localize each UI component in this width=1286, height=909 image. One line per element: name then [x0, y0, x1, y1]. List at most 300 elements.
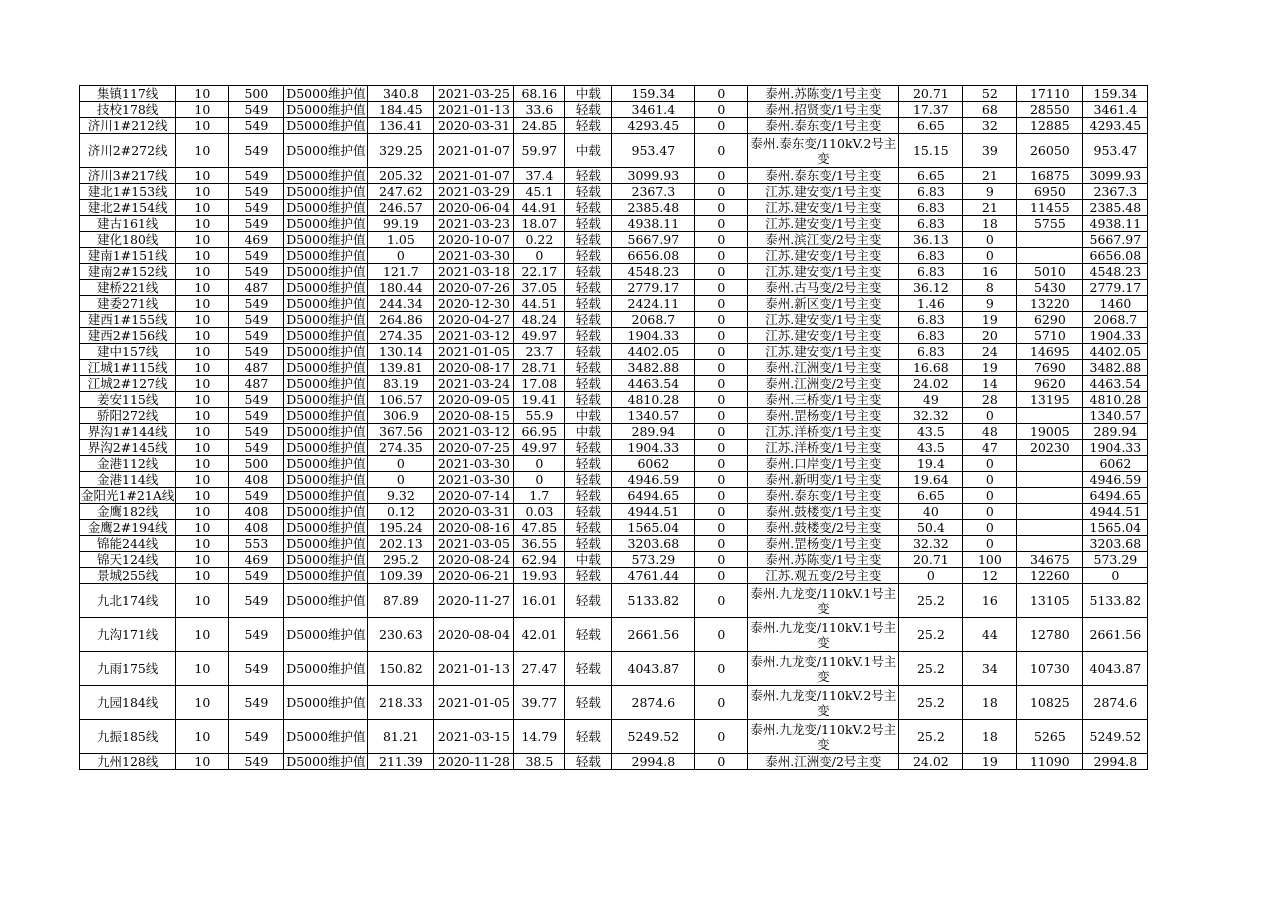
table-row — [80, 536, 1148, 552]
cell-installed-capacity — [1017, 520, 1083, 536]
cell-data-source: D5000维护值 — [284, 720, 368, 754]
cell-available-capacity: 1904.33 — [1083, 440, 1148, 456]
table-row — [80, 392, 1148, 408]
cell-installed-capacity: 26050 — [1017, 134, 1083, 168]
cell-rated-current: 549 — [229, 754, 284, 770]
cell-load-status: 轻载 — [565, 392, 612, 408]
cell-available-capacity: 4293.45 — [1083, 118, 1148, 134]
cell-zero-value: 0 — [695, 408, 748, 424]
cell-load-status: 轻载 — [565, 296, 612, 312]
cell-transformer-load-rate: 19.64 — [899, 472, 963, 488]
cell-rated-current: 549 — [229, 264, 284, 280]
cell-voltage: 10 — [176, 504, 229, 520]
cell-record-date: 2021-03-30 — [434, 248, 514, 264]
cell-load-status: 轻载 — [565, 536, 612, 552]
cell-transformer-load-rate: 24.02 — [899, 754, 963, 770]
cell-load-rate: 62.94 — [514, 552, 565, 568]
cell-max-current: 0 — [368, 472, 434, 488]
cell-data-source: D5000维护值 — [284, 520, 368, 536]
cell-rated-current: 500 — [229, 86, 284, 102]
cell-record-date: 2020-03-31 — [434, 118, 514, 134]
cell-rated-current: 549 — [229, 184, 284, 200]
cell-record-date: 2021-03-23 — [434, 216, 514, 232]
cell-data-source: D5000维护值 — [284, 472, 368, 488]
table-row — [80, 328, 1148, 344]
cell-voltage: 10 — [176, 472, 229, 488]
cell-data-source: D5000维护值 — [284, 392, 368, 408]
cell-user-count: 0 — [963, 488, 1017, 504]
cell-data-source: D5000维护值 — [284, 686, 368, 720]
cell-zero-value: 0 — [695, 552, 748, 568]
cell-record-date: 2021-03-12 — [434, 328, 514, 344]
table-row — [80, 134, 1148, 168]
cell-load-rate: 55.9 — [514, 408, 565, 424]
cell-available-capacity: 5667.97 — [1083, 232, 1148, 248]
cell-rated-current: 549 — [229, 168, 284, 184]
cell-zero-value: 0 — [695, 296, 748, 312]
cell-data-source: D5000维护值 — [284, 536, 368, 552]
cell-load-status: 轻载 — [565, 216, 612, 232]
cell-spare-capacity: 6656.08 — [612, 248, 695, 264]
cell-spare-capacity: 4938.11 — [612, 216, 695, 232]
cell-transformer-load-rate: 24.02 — [899, 376, 963, 392]
cell-line-name: 建西2#156线 — [80, 328, 176, 344]
cell-rated-current: 408 — [229, 504, 284, 520]
cell-user-count: 34 — [963, 652, 1017, 686]
table-row — [80, 520, 1148, 536]
cell-rated-current: 549 — [229, 584, 284, 618]
cell-data-source: D5000维护值 — [284, 118, 368, 134]
cell-line-name: 建中157线 — [80, 344, 176, 360]
cell-spare-capacity: 3099.93 — [612, 168, 695, 184]
cell-available-capacity: 2068.7 — [1083, 312, 1148, 328]
cell-user-count: 0 — [963, 536, 1017, 552]
table-row — [80, 720, 1148, 754]
cell-record-date: 2021-03-25 — [434, 86, 514, 102]
cell-rated-current: 408 — [229, 520, 284, 536]
cell-rated-current: 408 — [229, 472, 284, 488]
cell-voltage: 10 — [176, 102, 229, 118]
cell-rated-current: 549 — [229, 440, 284, 456]
cell-transformer-load-rate: 32.32 — [899, 536, 963, 552]
cell-record-date: 2020-11-28 — [434, 754, 514, 770]
cell-transformer-load-rate: 50.4 — [899, 520, 963, 536]
cell-record-date: 2021-03-29 — [434, 184, 514, 200]
cell-load-rate: 0 — [514, 472, 565, 488]
cell-spare-capacity: 4548.23 — [612, 264, 695, 280]
cell-transformer-load-rate: 6.65 — [899, 488, 963, 504]
cell-substation-transformer: 泰州.新区变/1号主变 — [748, 296, 899, 312]
cell-line-name: 锦天124线 — [80, 552, 176, 568]
cell-spare-capacity: 2424.11 — [612, 296, 695, 312]
cell-voltage: 10 — [176, 686, 229, 720]
cell-spare-capacity: 1904.33 — [612, 440, 695, 456]
cell-substation-transformer: 江苏.洋桥变/1号主变 — [748, 440, 899, 456]
cell-max-current: 1.05 — [368, 232, 434, 248]
cell-user-count: 48 — [963, 424, 1017, 440]
cell-substation-transformer: 泰州.苏陈变/1号主变 — [748, 86, 899, 102]
cell-transformer-load-rate: 43.5 — [899, 440, 963, 456]
cell-record-date: 2021-01-05 — [434, 344, 514, 360]
cell-line-name: 集镇117线 — [80, 86, 176, 102]
cell-available-capacity: 3461.4 — [1083, 102, 1148, 118]
cell-spare-capacity: 4944.51 — [612, 504, 695, 520]
cell-installed-capacity: 9620 — [1017, 376, 1083, 392]
cell-record-date: 2020-07-14 — [434, 488, 514, 504]
cell-load-rate: 19.41 — [514, 392, 565, 408]
cell-available-capacity: 159.34 — [1083, 86, 1148, 102]
cell-transformer-load-rate: 20.71 — [899, 86, 963, 102]
cell-load-status: 轻载 — [565, 618, 612, 652]
cell-available-capacity: 953.47 — [1083, 134, 1148, 168]
cell-zero-value: 0 — [695, 280, 748, 296]
table-row — [80, 408, 1148, 424]
cell-voltage: 10 — [176, 754, 229, 770]
cell-zero-value: 0 — [695, 686, 748, 720]
cell-installed-capacity: 5710 — [1017, 328, 1083, 344]
cell-load-status: 轻载 — [565, 686, 612, 720]
cell-installed-capacity: 13195 — [1017, 392, 1083, 408]
cell-load-rate: 22.17 — [514, 264, 565, 280]
cell-substation-transformer: 泰州.三桥变/1号主变 — [748, 392, 899, 408]
table-row — [80, 488, 1148, 504]
cell-transformer-load-rate: 15.15 — [899, 134, 963, 168]
table-row — [80, 618, 1148, 652]
cell-spare-capacity: 4402.05 — [612, 344, 695, 360]
cell-spare-capacity: 5249.52 — [612, 720, 695, 754]
table-row — [80, 686, 1148, 720]
cell-zero-value: 0 — [695, 392, 748, 408]
cell-voltage: 10 — [176, 618, 229, 652]
cell-available-capacity: 3482.88 — [1083, 360, 1148, 376]
cell-available-capacity: 4463.54 — [1083, 376, 1148, 392]
cell-installed-capacity — [1017, 248, 1083, 264]
cell-installed-capacity: 7690 — [1017, 360, 1083, 376]
cell-load-rate: 49.97 — [514, 440, 565, 456]
cell-line-name: 界沟2#145线 — [80, 440, 176, 456]
cell-zero-value: 0 — [695, 200, 748, 216]
cell-data-source: D5000维护值 — [284, 408, 368, 424]
cell-substation-transformer: 泰州.苏陈变/1号主变 — [748, 552, 899, 568]
cell-user-count: 14 — [963, 376, 1017, 392]
cell-line-name: 建化180线 — [80, 232, 176, 248]
cell-record-date: 2021-03-18 — [434, 264, 514, 280]
cell-zero-value: 0 — [695, 168, 748, 184]
table-row — [80, 472, 1148, 488]
cell-installed-capacity — [1017, 232, 1083, 248]
cell-line-name: 九州128线 — [80, 754, 176, 770]
cell-transformer-load-rate: 6.83 — [899, 184, 963, 200]
cell-installed-capacity: 20230 — [1017, 440, 1083, 456]
cell-zero-value: 0 — [695, 456, 748, 472]
cell-record-date: 2020-07-25 — [434, 440, 514, 456]
cell-load-rate: 14.79 — [514, 720, 565, 754]
cell-line-name: 金鹰2#194线 — [80, 520, 176, 536]
cell-record-date: 2020-04-27 — [434, 312, 514, 328]
cell-line-name: 建南1#151线 — [80, 248, 176, 264]
cell-user-count: 18 — [963, 720, 1017, 754]
cell-transformer-load-rate: 6.83 — [899, 312, 963, 328]
cell-transformer-load-rate: 6.65 — [899, 118, 963, 134]
cell-user-count: 18 — [963, 686, 1017, 720]
cell-line-name: 界沟1#144线 — [80, 424, 176, 440]
cell-available-capacity: 5133.82 — [1083, 584, 1148, 618]
cell-data-source: D5000维护值 — [284, 168, 368, 184]
cell-max-current: 9.32 — [368, 488, 434, 504]
cell-zero-value: 0 — [695, 328, 748, 344]
cell-load-status: 轻载 — [565, 754, 612, 770]
cell-max-current: 205.32 — [368, 168, 434, 184]
cell-spare-capacity: 6494.65 — [612, 488, 695, 504]
cell-load-rate: 37.05 — [514, 280, 565, 296]
cell-user-count: 0 — [963, 456, 1017, 472]
cell-line-name: 江城1#115线 — [80, 360, 176, 376]
cell-installed-capacity: 5430 — [1017, 280, 1083, 296]
cell-installed-capacity — [1017, 536, 1083, 552]
cell-voltage: 10 — [176, 456, 229, 472]
cell-load-status: 轻载 — [565, 376, 612, 392]
cell-substation-transformer: 泰州.江洲变/2号主变 — [748, 376, 899, 392]
table-row — [80, 754, 1148, 770]
cell-installed-capacity — [1017, 488, 1083, 504]
cell-available-capacity: 4043.87 — [1083, 652, 1148, 686]
cell-record-date: 2021-03-05 — [434, 536, 514, 552]
cell-max-current: 211.39 — [368, 754, 434, 770]
cell-spare-capacity: 4810.28 — [612, 392, 695, 408]
table-row — [80, 184, 1148, 200]
cell-spare-capacity: 4463.54 — [612, 376, 695, 392]
cell-spare-capacity: 2661.56 — [612, 618, 695, 652]
cell-load-status: 轻载 — [565, 264, 612, 280]
cell-voltage: 10 — [176, 216, 229, 232]
cell-substation-transformer: 泰州.九龙变/110kV.2号主变 — [748, 686, 899, 720]
cell-data-source: D5000维护值 — [284, 652, 368, 686]
cell-user-count: 9 — [963, 184, 1017, 200]
cell-spare-capacity: 2994.8 — [612, 754, 695, 770]
cell-rated-current: 549 — [229, 424, 284, 440]
cell-transformer-load-rate: 43.5 — [899, 424, 963, 440]
cell-zero-value: 0 — [695, 488, 748, 504]
table-row — [80, 552, 1148, 568]
cell-substation-transformer: 泰州.古马变/2号主变 — [748, 280, 899, 296]
cell-line-name: 建西1#155线 — [80, 312, 176, 328]
cell-user-count: 47 — [963, 440, 1017, 456]
cell-rated-current: 549 — [229, 720, 284, 754]
cell-zero-value: 0 — [695, 568, 748, 584]
cell-max-current: 99.19 — [368, 216, 434, 232]
table-row — [80, 296, 1148, 312]
cell-available-capacity: 2874.6 — [1083, 686, 1148, 720]
cell-line-name: 建古161线 — [80, 216, 176, 232]
cell-installed-capacity: 17110 — [1017, 86, 1083, 102]
table-row — [80, 216, 1148, 232]
cell-zero-value: 0 — [695, 248, 748, 264]
table-row — [80, 118, 1148, 134]
cell-spare-capacity: 2068.7 — [612, 312, 695, 328]
cell-data-source: D5000维护值 — [284, 200, 368, 216]
cell-max-current: 195.24 — [368, 520, 434, 536]
table-row — [80, 360, 1148, 376]
cell-user-count: 18 — [963, 216, 1017, 232]
table-row — [80, 376, 1148, 392]
cell-spare-capacity: 4761.44 — [612, 568, 695, 584]
cell-zero-value: 0 — [695, 102, 748, 118]
cell-load-rate: 44.91 — [514, 200, 565, 216]
cell-line-name: 金港112线 — [80, 456, 176, 472]
cell-voltage: 10 — [176, 280, 229, 296]
cell-max-current: 218.33 — [368, 686, 434, 720]
cell-voltage: 10 — [176, 552, 229, 568]
cell-line-name: 九雨175线 — [80, 652, 176, 686]
cell-user-count: 9 — [963, 296, 1017, 312]
cell-max-current: 83.19 — [368, 376, 434, 392]
cell-user-count: 19 — [963, 360, 1017, 376]
cell-available-capacity: 4810.28 — [1083, 392, 1148, 408]
cell-transformer-load-rate: 6.83 — [899, 248, 963, 264]
cell-substation-transformer: 江苏.洋桥变/1号主变 — [748, 424, 899, 440]
cell-voltage: 10 — [176, 86, 229, 102]
cell-substation-transformer: 泰州.泰东变/1号主变 — [748, 118, 899, 134]
table-row — [80, 424, 1148, 440]
cell-data-source: D5000维护值 — [284, 376, 368, 392]
cell-user-count: 0 — [963, 472, 1017, 488]
cell-record-date: 2021-03-12 — [434, 424, 514, 440]
cell-load-rate: 68.16 — [514, 86, 565, 102]
cell-zero-value: 0 — [695, 118, 748, 134]
cell-rated-current: 549 — [229, 200, 284, 216]
cell-substation-transformer: 泰州.泰东变/1号主变 — [748, 488, 899, 504]
cell-data-source: D5000维护值 — [284, 102, 368, 118]
cell-load-rate: 36.55 — [514, 536, 565, 552]
cell-available-capacity: 573.29 — [1083, 552, 1148, 568]
cell-transformer-load-rate: 40 — [899, 504, 963, 520]
cell-data-source: D5000维护值 — [284, 312, 368, 328]
cell-record-date: 2021-03-24 — [434, 376, 514, 392]
cell-installed-capacity: 6290 — [1017, 312, 1083, 328]
cell-transformer-load-rate: 20.71 — [899, 552, 963, 568]
cell-available-capacity: 3099.93 — [1083, 168, 1148, 184]
cell-user-count: 52 — [963, 86, 1017, 102]
cell-available-capacity: 2779.17 — [1083, 280, 1148, 296]
cell-substation-transformer: 江苏.建安变/1号主变 — [748, 328, 899, 344]
cell-rated-current: 549 — [229, 296, 284, 312]
cell-zero-value: 0 — [695, 472, 748, 488]
cell-user-count: 0 — [963, 408, 1017, 424]
cell-zero-value: 0 — [695, 264, 748, 280]
cell-load-rate: 47.85 — [514, 520, 565, 536]
cell-substation-transformer: 江苏.建安变/1号主变 — [748, 248, 899, 264]
cell-voltage: 10 — [176, 568, 229, 584]
cell-zero-value: 0 — [695, 754, 748, 770]
cell-data-source: D5000维护值 — [284, 754, 368, 770]
cell-load-rate: 16.01 — [514, 584, 565, 618]
cell-max-current: 136.41 — [368, 118, 434, 134]
cell-rated-current: 549 — [229, 488, 284, 504]
cell-voltage: 10 — [176, 184, 229, 200]
cell-load-status: 中载 — [565, 408, 612, 424]
cell-installed-capacity — [1017, 504, 1083, 520]
cell-substation-transformer: 泰州.江洲变/1号主变 — [748, 360, 899, 376]
cell-record-date: 2021-01-07 — [434, 134, 514, 168]
cell-user-count: 20 — [963, 328, 1017, 344]
cell-max-current: 274.35 — [368, 328, 434, 344]
cell-load-rate: 24.85 — [514, 118, 565, 134]
cell-zero-value: 0 — [695, 520, 748, 536]
line-load-table — [79, 85, 1148, 770]
cell-load-rate: 59.97 — [514, 134, 565, 168]
cell-zero-value: 0 — [695, 232, 748, 248]
cell-data-source: D5000维护值 — [284, 328, 368, 344]
cell-substation-transformer: 泰州.罡杨变/1号主变 — [748, 408, 899, 424]
cell-substation-transformer: 泰州.罡杨变/1号主变 — [748, 536, 899, 552]
cell-transformer-load-rate: 25.2 — [899, 652, 963, 686]
table-row — [80, 312, 1148, 328]
cell-installed-capacity: 28550 — [1017, 102, 1083, 118]
cell-available-capacity: 1565.04 — [1083, 520, 1148, 536]
cell-transformer-load-rate: 25.2 — [899, 618, 963, 652]
cell-installed-capacity: 5010 — [1017, 264, 1083, 280]
cell-load-status: 中载 — [565, 424, 612, 440]
cell-substation-transformer: 泰州.口岸变/1号主变 — [748, 456, 899, 472]
table-row — [80, 102, 1148, 118]
cell-zero-value: 0 — [695, 652, 748, 686]
cell-available-capacity: 4944.51 — [1083, 504, 1148, 520]
cell-load-status: 轻载 — [565, 360, 612, 376]
cell-zero-value: 0 — [695, 86, 748, 102]
cell-user-count: 19 — [963, 754, 1017, 770]
cell-data-source: D5000维护值 — [284, 184, 368, 200]
cell-line-name: 技校178线 — [80, 102, 176, 118]
cell-transformer-load-rate: 6.83 — [899, 344, 963, 360]
cell-transformer-load-rate: 6.83 — [899, 216, 963, 232]
cell-data-source: D5000维护值 — [284, 134, 368, 168]
cell-user-count: 0 — [963, 248, 1017, 264]
cell-voltage: 10 — [176, 488, 229, 504]
cell-line-name: 建南2#152线 — [80, 264, 176, 280]
cell-data-source: D5000维护值 — [284, 86, 368, 102]
cell-line-name: 姜安115线 — [80, 392, 176, 408]
cell-record-date: 2021-01-13 — [434, 652, 514, 686]
cell-line-name: 金阳光1#21A线 — [81, 488, 175, 503]
cell-transformer-load-rate: 25.2 — [899, 686, 963, 720]
cell-rated-current: 549 — [229, 344, 284, 360]
cell-record-date: 2021-01-13 — [434, 102, 514, 118]
cell-user-count: 0 — [963, 232, 1017, 248]
cell-load-rate: 39.77 — [514, 686, 565, 720]
cell-max-current: 306.9 — [368, 408, 434, 424]
cell-record-date: 2021-03-30 — [434, 456, 514, 472]
cell-line-name: 建北2#154线 — [80, 200, 176, 216]
cell-zero-value: 0 — [695, 216, 748, 232]
cell-max-current: 150.82 — [368, 652, 434, 686]
cell-max-current: 0 — [368, 456, 434, 472]
cell-substation-transformer: 泰州.泰东变/1号主变 — [748, 168, 899, 184]
cell-rated-current: 549 — [229, 216, 284, 232]
cell-substation-transformer: 泰州.江洲变/2号主变 — [748, 754, 899, 770]
cell-load-status: 轻载 — [565, 472, 612, 488]
cell-data-source: D5000维护值 — [284, 584, 368, 618]
cell-spare-capacity: 573.29 — [612, 552, 695, 568]
cell-user-count: 39 — [963, 134, 1017, 168]
cell-zero-value: 0 — [695, 184, 748, 200]
cell-user-count: 68 — [963, 102, 1017, 118]
cell-spare-capacity: 2367.3 — [612, 184, 695, 200]
cell-max-current: 329.25 — [368, 134, 434, 168]
cell-rated-current: 487 — [229, 376, 284, 392]
cell-available-capacity: 4946.59 — [1083, 472, 1148, 488]
cell-transformer-load-rate: 6.83 — [899, 264, 963, 280]
table-row — [80, 440, 1148, 456]
